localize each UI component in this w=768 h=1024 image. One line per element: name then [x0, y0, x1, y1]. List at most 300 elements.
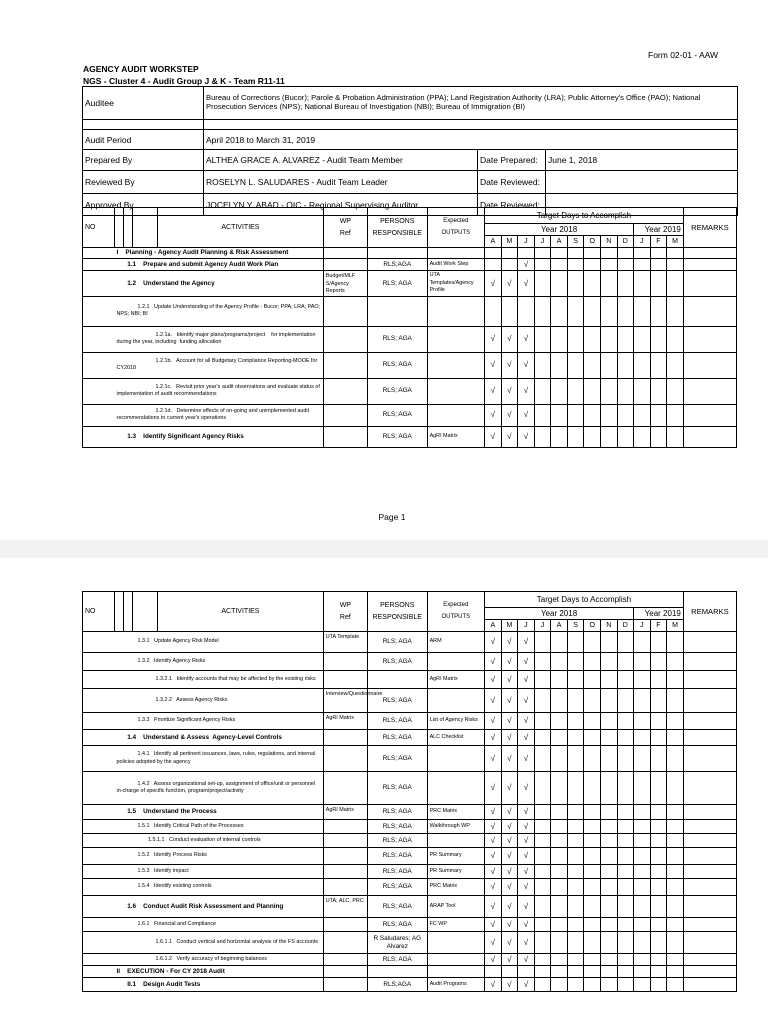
month-cell: [617, 896, 634, 918]
month-cell: [634, 713, 651, 730]
month-cell: [617, 834, 634, 848]
month-cell: [600, 966, 617, 978]
persons-responsible-cell: RLS; AGA: [367, 772, 427, 805]
month-cell: [534, 772, 551, 805]
activity-cell: II EXECUTION - For CY 2018 Audit: [115, 966, 324, 978]
month-cell: [650, 879, 667, 896]
check-mark-cell: √: [501, 271, 518, 297]
month-cell: [667, 296, 684, 326]
remarks-cell: [683, 259, 736, 271]
col-activities-header: ACTIVITIES: [158, 208, 324, 248]
month-cell: [617, 271, 634, 297]
month-cell: [534, 426, 551, 447]
month-cell: [567, 248, 584, 259]
activity-cell: 1.5.2 Identify Process Risks: [115, 848, 324, 865]
activity-cell: 1.3.2 Identify Agency Risks: [115, 653, 324, 671]
month-cell: [567, 966, 584, 978]
month-cell: [634, 653, 651, 671]
month-cell: [617, 326, 634, 352]
month-cell: [650, 259, 667, 271]
month-cell: [584, 259, 601, 271]
persons-responsible-cell: RLS; AGA: [367, 820, 427, 834]
prepared-by-label: Prepared By: [83, 150, 204, 171]
persons-responsible-cell: RLS; AGA: [367, 689, 427, 713]
outputs-label: OUTPUTS: [441, 229, 471, 236]
activity-cell: 1.2 Understand the Agency: [115, 271, 324, 297]
page-number: Page 1: [378, 512, 406, 522]
month-cell: [551, 896, 568, 918]
wp-label: WP: [339, 218, 351, 225]
check-mark-cell: √: [501, 326, 518, 352]
month-cell: [600, 805, 617, 820]
month-cell: [551, 834, 568, 848]
reviewed-by-label: Reviewed By: [83, 171, 204, 194]
check-mark-cell: √: [518, 352, 535, 378]
month-cell: [567, 271, 584, 297]
check-mark-cell: √: [518, 730, 535, 746]
month-cell: [650, 848, 667, 865]
remarks-cell: [683, 378, 736, 404]
month-cell: [584, 671, 601, 689]
row-no-cell: [83, 772, 115, 805]
workstep-row: [83, 378, 737, 404]
month-cell: [667, 834, 684, 848]
remarks-cell: [683, 896, 736, 918]
row-no-cell: [83, 820, 115, 834]
month-cell: [534, 671, 551, 689]
month-cell: [634, 879, 651, 896]
month-cell: [551, 378, 568, 404]
month-cell: [551, 746, 568, 772]
persons-responsible-cell: [367, 296, 427, 326]
month-cell: [551, 932, 568, 954]
doc-title: AGENCY AUDIT WORKSTEP: [83, 64, 199, 74]
month-cell: [567, 632, 584, 653]
remarks-cell: [683, 879, 736, 896]
month-cell: [501, 259, 518, 271]
month-cell: [634, 978, 651, 992]
month-cell: [634, 772, 651, 805]
month-cell: [667, 653, 684, 671]
month-cell: [534, 746, 551, 772]
check-mark-cell: √: [501, 879, 518, 896]
month-cell: [584, 834, 601, 848]
check-mark-cell: √: [501, 820, 518, 834]
month-cell: [667, 820, 684, 834]
month-cell: [534, 966, 551, 978]
month-cell: [600, 326, 617, 352]
expected-output-cell: ARM: [427, 632, 484, 653]
month-cell: [567, 918, 584, 932]
check-mark-cell: √: [485, 426, 502, 447]
month-cell: [634, 730, 651, 746]
month-cell: [650, 404, 667, 426]
expected-output-cell: [427, 772, 484, 805]
month-cell: [667, 352, 684, 378]
month-cell: [667, 954, 684, 966]
expected-output-cell: PR Summary: [427, 848, 484, 865]
check-mark-cell: √: [501, 834, 518, 848]
remarks-cell: [683, 713, 736, 730]
col-spacer-3: [132, 592, 157, 632]
col-spacer-2: [123, 208, 132, 248]
month-cell: [650, 632, 667, 653]
month-cell: [634, 834, 651, 848]
expected-output-cell: [427, 746, 484, 772]
col-outputs-header: [427, 592, 484, 632]
page-gap: [0, 540, 768, 558]
expected-output-cell: [427, 296, 484, 326]
check-mark-cell: √: [518, 653, 535, 671]
month-cell: [600, 378, 617, 404]
wp-ref-cell: UTA, ALC, PRC: [323, 896, 367, 918]
activity-cell: 1.2.1a. Identify major plans/programs/project for implementation during the year, including funding allocation: [115, 326, 324, 352]
expected-output-cell: [427, 834, 484, 848]
col-no-header: NO: [83, 208, 115, 248]
workstep-row: [83, 248, 737, 259]
month-cell: [567, 805, 584, 820]
month-cell: [534, 896, 551, 918]
month-cell: [650, 834, 667, 848]
month-cell: [584, 954, 601, 966]
month-cell: [534, 404, 551, 426]
date-reviewed-label: Date Reviewed:: [478, 171, 546, 194]
year-2018-header: Year 2018: [485, 608, 634, 620]
check-mark-cell: √: [501, 805, 518, 820]
wp-ref-cell: [323, 918, 367, 932]
activity-cell: 1.2.1d. Determine effects of on-going and unimplemented audit recommendations to current year's operations: [115, 404, 324, 426]
month-cell: [617, 632, 634, 653]
month-cell: [667, 865, 684, 879]
remarks-cell: [683, 918, 736, 932]
month-cell: [584, 879, 601, 896]
expected-output-cell: Audit Work Step: [427, 259, 484, 271]
month-cell: [567, 378, 584, 404]
persons-responsible-cell: RLS; AGA: [367, 848, 427, 865]
target-days-header: Target Days to Accomplish: [485, 592, 684, 608]
month-cell: [551, 848, 568, 865]
month-header: O: [584, 236, 601, 248]
approved-by-value: JOCELYN Y. ABAD - OIC - Regional Supervising Auditor: [204, 194, 478, 216]
row-no-cell: [83, 966, 115, 978]
month-cell: [551, 879, 568, 896]
month-cell: [600, 978, 617, 992]
month-cell: [600, 932, 617, 954]
month-cell: [600, 879, 617, 896]
check-mark-cell: √: [501, 632, 518, 653]
workstep-row: [83, 805, 737, 820]
expected-label: Expected: [443, 218, 469, 224]
workstep-row: [83, 296, 737, 326]
month-cell: [584, 805, 601, 820]
month-header: S: [567, 236, 584, 248]
month-cell: [534, 632, 551, 653]
expected-output-cell: Walkthrough WP: [427, 820, 484, 834]
year-2019-header: Year 2019: [634, 224, 684, 236]
check-mark-cell: √: [501, 671, 518, 689]
wp-ref-cell: [323, 352, 367, 378]
month-cell: [551, 865, 568, 879]
col-wp-header: [323, 208, 367, 248]
check-mark-cell: √: [501, 653, 518, 671]
month-cell: [551, 954, 568, 966]
month-cell: [600, 772, 617, 805]
month-cell: [600, 352, 617, 378]
col-spacer-3: [132, 208, 157, 248]
activity-cell: 1.6.1 Financial and Compliance: [115, 918, 324, 932]
prepared-by-value: ALTHEA GRACE A. ALVAREZ - Audit Team Member: [204, 150, 478, 171]
row-no-cell: [83, 918, 115, 932]
check-mark-cell: √: [518, 426, 535, 447]
expected-output-cell: [427, 378, 484, 404]
persons-label: PERSONS: [380, 602, 415, 609]
month-cell: [650, 653, 667, 671]
month-cell: [551, 271, 568, 297]
check-mark-cell: √: [501, 378, 518, 404]
check-mark-cell: √: [485, 730, 502, 746]
persons-responsible-cell: RLS; AGA: [367, 805, 427, 820]
row-no-cell: [83, 296, 115, 326]
month-cell: [600, 653, 617, 671]
month-cell: [650, 296, 667, 326]
check-mark-cell: √: [518, 978, 535, 992]
month-cell: [667, 879, 684, 896]
check-mark-cell: √: [501, 918, 518, 932]
col-activities-header: ACTIVITIES: [158, 592, 324, 632]
target-days-header: Target Days to Accomplish: [485, 208, 684, 224]
month-cell: [650, 271, 667, 297]
month-cell: [600, 271, 617, 297]
month-cell: [584, 653, 601, 671]
row-no-cell: [83, 426, 115, 447]
expected-output-cell: PR Summary: [427, 865, 484, 879]
month-cell: [551, 296, 568, 326]
audit-period-label: Audit Period: [83, 130, 204, 150]
month-cell: [617, 713, 634, 730]
col-remarks-header: REMARKS: [683, 592, 736, 632]
check-mark-cell: √: [518, 326, 535, 352]
month-cell: [567, 865, 584, 879]
col-spacer-2: [123, 592, 132, 632]
remarks-cell: [683, 352, 736, 378]
activity-cell: 1.5.3 Identify impact: [115, 865, 324, 879]
check-mark-cell: √: [485, 834, 502, 848]
check-mark-cell: √: [501, 932, 518, 954]
month-cell: [634, 918, 651, 932]
month-cell: [534, 865, 551, 879]
check-mark-cell: √: [518, 632, 535, 653]
month-cell: [567, 326, 584, 352]
month-cell: [567, 653, 584, 671]
persons-responsible-cell: R Saludares; AG Alvarez: [367, 932, 427, 954]
expected-output-cell: [427, 966, 484, 978]
month-header: N: [600, 620, 617, 632]
workstep-row: [83, 820, 737, 834]
month-header: M: [501, 620, 518, 632]
check-mark-cell: √: [485, 326, 502, 352]
check-mark-cell: √: [485, 746, 502, 772]
month-cell: [617, 426, 634, 447]
persons-responsible-cell: RLS; AGA: [367, 352, 427, 378]
row-no-cell: [83, 352, 115, 378]
remarks-cell: [683, 730, 736, 746]
month-cell: [634, 932, 651, 954]
month-cell: [617, 653, 634, 671]
row-no-cell: [83, 248, 115, 259]
check-mark-cell: √: [485, 772, 502, 805]
check-mark-cell: √: [501, 746, 518, 772]
check-mark-cell: √: [501, 689, 518, 713]
expected-output-cell: [427, 248, 484, 259]
month-cell: [667, 248, 684, 259]
month-cell: [485, 966, 502, 978]
month-cell: [567, 730, 584, 746]
month-cell: [584, 689, 601, 713]
row-no-cell: [83, 713, 115, 730]
month-cell: [567, 404, 584, 426]
month-cell: [534, 834, 551, 848]
responsible-label: RESPONSIBLE: [372, 229, 422, 237]
check-mark-cell: √: [485, 653, 502, 671]
responsible-label: RESPONSIBLE: [372, 613, 422, 621]
wp-ref-cell: [323, 966, 367, 978]
month-header: A: [485, 236, 502, 248]
month-cell: [667, 404, 684, 426]
persons-responsible-cell: RLS; AGA: [367, 746, 427, 772]
doc-subtitle: NGS - Cluster 4 - Audit Group J & K - Team R11-11: [83, 76, 285, 86]
month-cell: [650, 805, 667, 820]
check-mark-cell: √: [518, 932, 535, 954]
month-cell: [551, 713, 568, 730]
col-spacer-1: [115, 592, 124, 632]
check-mark-cell: √: [518, 834, 535, 848]
workstep-table-page-2: [82, 591, 737, 992]
month-cell: [617, 772, 634, 805]
workstep-row: [83, 978, 737, 992]
wp-ref-cell: AgRI Matrix: [323, 713, 367, 730]
row-no-cell: [83, 378, 115, 404]
month-cell: [634, 326, 651, 352]
workstep-row: [83, 932, 737, 954]
reviewed-by-value: ROSELYN L. SALUDARES - Audit Team Leader: [204, 171, 478, 194]
month-cell: [634, 426, 651, 447]
month-cell: [634, 352, 651, 378]
month-cell: [650, 772, 667, 805]
row-no-cell: [83, 865, 115, 879]
row-no-cell: [83, 896, 115, 918]
check-mark-cell: √: [485, 713, 502, 730]
month-cell: [650, 896, 667, 918]
remarks-cell: [683, 954, 736, 966]
month-cell: [584, 848, 601, 865]
check-mark-cell: √: [501, 352, 518, 378]
activity-cell: 1.6.1.1 Conduct vertical and horizontal analysis of the FS accounts: [115, 932, 324, 954]
outputs-label: OUTPUTS: [441, 613, 471, 620]
month-cell: [584, 352, 601, 378]
month-cell: [600, 848, 617, 865]
month-cell: [650, 966, 667, 978]
month-cell: [617, 932, 634, 954]
month-cell: [534, 918, 551, 932]
year-2019-header: Year 2019: [634, 608, 684, 620]
workstep-row: [83, 326, 737, 352]
date-reviewed-2-label: Date Reviewed:: [478, 194, 546, 216]
month-cell: [667, 632, 684, 653]
month-cell: [567, 746, 584, 772]
auditee-value: Bureau of Corrections (Bucor); Parole & Probation Administration (PPA); Land Registration Authority (LRA); Public Attorney's Office (PAO); National Prosecution Services (NPS); National Bureau of Investigation (NBI); Bureau of Immigration (BI): [204, 87, 738, 120]
month-cell: [617, 404, 634, 426]
month-cell: [534, 296, 551, 326]
row-no-cell: [83, 805, 115, 820]
check-mark-cell: √: [485, 671, 502, 689]
month-cell: [584, 966, 601, 978]
workstep-row: [83, 954, 737, 966]
month-cell: [518, 296, 535, 326]
wp-ref-cell: [323, 772, 367, 805]
workstep-row: [83, 879, 737, 896]
remarks-cell: [683, 296, 736, 326]
month-cell: [650, 730, 667, 746]
month-cell: [650, 865, 667, 879]
check-mark-cell: √: [518, 805, 535, 820]
workstep-row: [83, 632, 737, 653]
month-cell: [667, 966, 684, 978]
check-mark-cell: √: [518, 879, 535, 896]
wp-ref-cell: [323, 834, 367, 848]
col-no-header: NO: [83, 592, 115, 632]
month-cell: [584, 404, 601, 426]
month-cell: [551, 772, 568, 805]
persons-responsible-cell: RLS; AGA: [367, 271, 427, 297]
wp-ref-cell: [323, 730, 367, 746]
workstep-row: [83, 746, 737, 772]
month-cell: [667, 772, 684, 805]
expected-output-cell: PRC Matrix: [427, 879, 484, 896]
month-cell: [667, 978, 684, 992]
activity-cell: 1.3.2.2 Assess Agency Risks: [115, 689, 324, 713]
row-no-cell: [83, 404, 115, 426]
activity-cell: 1.5.1.1 Conduct evaluation of internal controls: [115, 834, 324, 848]
expected-output-cell: ARAP Tool: [427, 896, 484, 918]
row-no-cell: [83, 848, 115, 865]
row-no-cell: [83, 653, 115, 671]
row-no-cell: [83, 746, 115, 772]
month-cell: [667, 746, 684, 772]
row-no-cell: [83, 978, 115, 992]
expected-output-cell: [427, 689, 484, 713]
month-cell: [584, 271, 601, 297]
month-cell: [600, 713, 617, 730]
month-header: M: [667, 236, 684, 248]
check-mark-cell: √: [485, 404, 502, 426]
month-header: S: [567, 620, 584, 632]
month-cell: [600, 918, 617, 932]
row-no-cell: [83, 879, 115, 896]
wp-ref-cell: [323, 746, 367, 772]
audit-period-value: April 2018 to March 31, 2019: [204, 130, 738, 150]
month-cell: [600, 689, 617, 713]
workstep-row: [83, 259, 737, 271]
wp-ref-cell: [323, 865, 367, 879]
check-mark-cell: √: [518, 671, 535, 689]
persons-responsible-cell: RLS; AGA: [367, 730, 427, 746]
check-mark-cell: √: [518, 404, 535, 426]
wp-ref-cell: [323, 259, 367, 271]
persons-responsible-cell: RLS; AGA: [367, 378, 427, 404]
month-cell: [518, 248, 535, 259]
month-cell: [650, 978, 667, 992]
month-cell: [650, 713, 667, 730]
